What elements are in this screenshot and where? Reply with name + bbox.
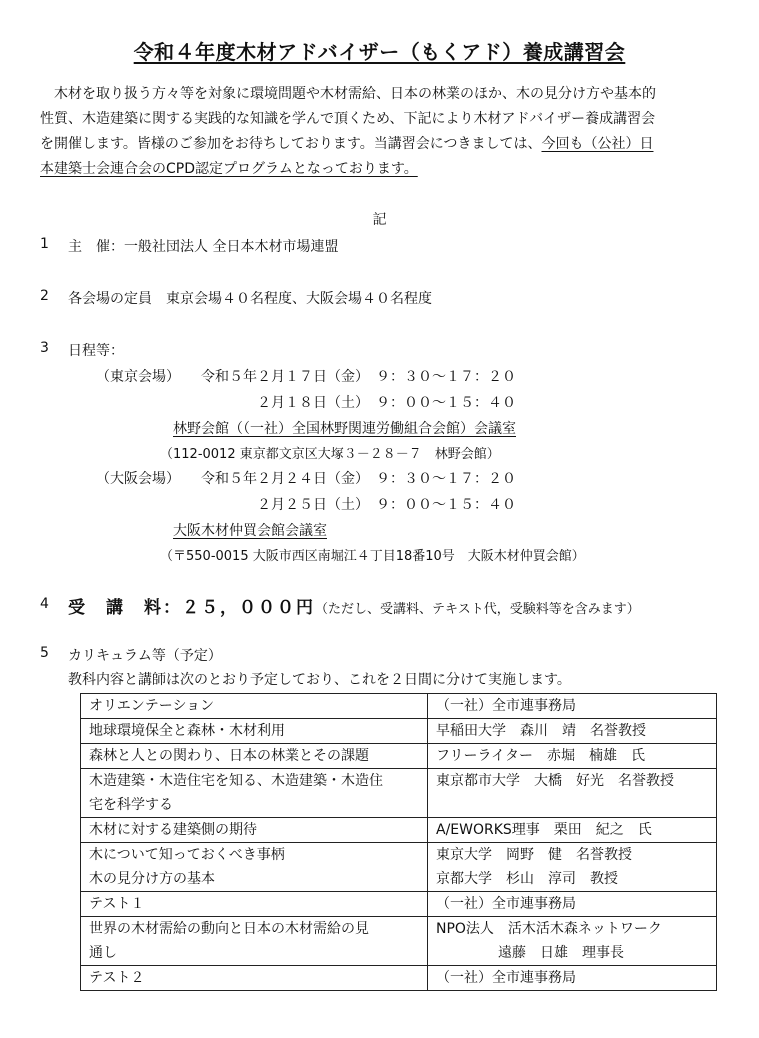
- lecturer-text: （一社）全市連事務局: [436, 896, 576, 912]
- intro-line: 木材を取り扱う方々等を対象に環境問題や木材需給、日本の林業のほか、木の見分け方や基本的: [40, 86, 656, 102]
- subject-cell: [81, 818, 428, 843]
- subject-cell: [81, 917, 428, 966]
- lecturer-cell: [428, 744, 717, 769]
- lecturer-text: 早稲田大学 森川 靖 名誉教授: [436, 723, 646, 739]
- osaka-label: （大阪会場）: [96, 471, 180, 487]
- intro-line: [40, 157, 722, 182]
- osaka-day1: 令和５年２月２４日（金） ９：３０～１７：２０: [201, 471, 516, 487]
- lecturer-cell: [428, 719, 717, 744]
- curriculum-table-body: [81, 694, 717, 991]
- fee-label: 受 講 料：: [68, 598, 182, 618]
- subject-text: 宅を科学する: [89, 797, 173, 813]
- cpd-notice: 本建築士会連合会のCPD認定プログラムとなっております。: [40, 161, 418, 177]
- tokyo-label: （東京会場）: [96, 369, 180, 385]
- lecturer-cell: [428, 843, 717, 892]
- subject-cell: [81, 719, 428, 744]
- curriculum-row: [81, 818, 717, 843]
- fee-note: （ただし、受講料、テキスト代，受験料等を含みます）: [315, 602, 640, 617]
- organizer: 主 催：一般社団法人 全日本木材市場連盟: [68, 239, 339, 255]
- intro-paragraph: [40, 82, 722, 182]
- curriculum-table: [80, 693, 717, 991]
- curriculum-row: [81, 744, 717, 769]
- lecturer-text: フリーライター 赤堀 楠雄 氏: [436, 748, 646, 764]
- curriculum-row: [81, 719, 717, 744]
- tokyo-venue: 林野会館（（一社）全国林野関連労働組合会館）会議室: [173, 421, 516, 437]
- subject-text: 木造建築・木造住宅を知る、木造建築・木造住: [89, 773, 383, 789]
- page-title: [0, 36, 759, 65]
- curriculum-row: [81, 769, 717, 818]
- osaka-day2: ２月２５日（土） ９：００～１５：４０: [257, 497, 516, 513]
- section-number: 5: [40, 645, 49, 661]
- curriculum-row: [81, 694, 717, 719]
- tokyo-day1: 令和５年２月１７日（金） ９：３０～１７：２０: [201, 369, 516, 385]
- curriculum-row: [81, 917, 717, 966]
- subject-cell: [81, 769, 428, 818]
- lecturer-text: （一社）全市連事務局: [436, 698, 576, 714]
- subject-text: 木材に対する建築側の期待: [89, 822, 257, 838]
- fee-line: [68, 593, 640, 618]
- curriculum-row: [81, 892, 717, 917]
- lecturer-cell: [428, 694, 717, 719]
- curriculum-row: [81, 843, 717, 892]
- tokyo-day2: ２月１８日（土） ９：００～１５：４０: [257, 395, 516, 411]
- lecturer-cell: [428, 966, 717, 991]
- subject-text: テスト２: [89, 970, 145, 986]
- section-number: 3: [40, 340, 49, 356]
- intro-text: を開催します。皆様のご参加をお待ちしております。当講習会につきましては、: [40, 136, 542, 152]
- subject-text: オリエンテーション: [89, 698, 215, 714]
- ki-heading: 記: [372, 212, 387, 228]
- lecturer-text: 東京大学 岡野 健 名誉教授: [436, 847, 632, 863]
- osaka-venue: 大阪木材仲買会館会議室: [173, 523, 327, 539]
- subject-text: 地球環境保全と森林・木材利用: [89, 723, 285, 739]
- osaka-address: （〒550-0015 大阪市西区南堀江４丁目18番10号 大阪木材仲買会館）: [160, 549, 585, 564]
- lecturer-text: 京都大学 杉山 淳司 教授: [436, 871, 618, 887]
- page-title-text: 令和４年度木材アドバイザー（もくアド）養成講習会: [133, 40, 626, 64]
- lecturer-text: A/EWORKS理事 栗田 紀之 氏: [436, 822, 652, 838]
- lecturer-cell: [428, 818, 717, 843]
- lecturer-cell: [428, 892, 717, 917]
- lecturer-text: （一社）全市連事務局: [436, 970, 576, 986]
- subject-cell: [81, 892, 428, 917]
- schedule-heading: 日程等：: [68, 343, 124, 359]
- section-number: 2: [40, 288, 49, 304]
- lecturer-cell: [428, 769, 717, 818]
- cpd-notice: 今回も（公社）日: [541, 136, 654, 152]
- subject-cell: [81, 744, 428, 769]
- lecturer-text: 東京都市大学 大橋 好光 名誉教授: [436, 773, 674, 789]
- intro-line: [40, 132, 722, 157]
- lecturer-text: 遠藤 日雄 理事長: [498, 945, 624, 961]
- subject-text: 木について知っておくべき事柄: [89, 847, 285, 863]
- curriculum-row: [81, 966, 717, 991]
- tokyo-address: （112-0012 東京都文京区大塚３－２８－７ 林野会館）: [160, 447, 500, 462]
- subject-text: 通し: [89, 945, 117, 961]
- curriculum-heading: カリキュラム等（予定）: [68, 648, 222, 664]
- lecturer-text: NPO法人 活木活木森ネットワーク: [436, 921, 662, 937]
- subject-cell: [81, 694, 428, 719]
- capacity: 各会場の定員 東京会場４０名程度、大阪会場４０名程度: [68, 291, 432, 307]
- lecturer-cell: [428, 917, 717, 966]
- fee-amount: ２５，０００円: [182, 598, 315, 618]
- subject-cell: [81, 966, 428, 991]
- subject-cell: [81, 843, 428, 892]
- subject-text: 世界の木材需給の動向と日本の木材需給の見: [89, 921, 369, 937]
- intro-line: 性質、木造建築に関する実践的な知識を学んで頂くため、下記により木材アドバイザー養成講習会: [40, 111, 656, 127]
- section-number: 1: [40, 236, 49, 252]
- subject-text: 木の見分け方の基本: [89, 871, 215, 887]
- section-number: 4: [40, 596, 49, 612]
- curriculum-description: 教科内容と講師は次のとおり予定しており、これを２日間に分けて実施します。: [68, 672, 571, 688]
- subject-text: 森林と人との関わり、日本の林業とその課題: [89, 748, 369, 764]
- subject-text: テスト１: [89, 896, 145, 912]
